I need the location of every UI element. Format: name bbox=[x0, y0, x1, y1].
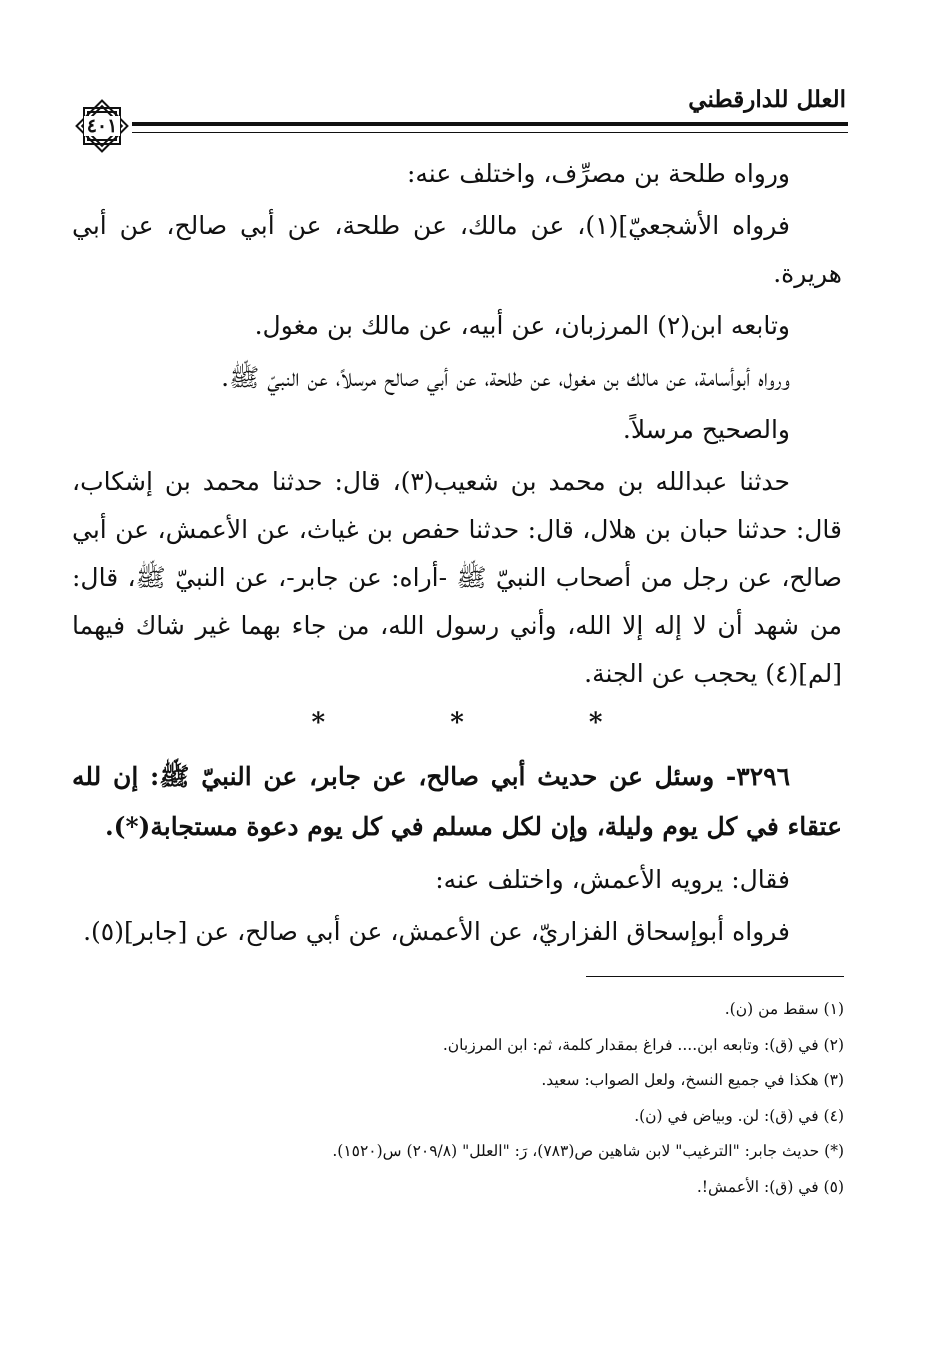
footnotes bbox=[80, 992, 844, 1205]
page-number: ٤٠١ bbox=[86, 115, 118, 137]
header-rule bbox=[132, 122, 848, 133]
footnote: (*) حديث جابر: "الترغيب" لابن شاهين ص(٧٨٣)، رَ: "العلل" (٢٠٩/٨) س(١٥٢٠). bbox=[332, 1142, 844, 1160]
hadith-entry-text: - وسئل عن حديث أبي صالح، عن جابر، عن النبيّ ﷺ: إن لله عتقاء في كل يوم وليلة، وإن لكل مسلم في كل يوم دعوة مستجابة(*). bbox=[72, 762, 842, 841]
hadith-number: ٣٢٩٦ bbox=[736, 762, 790, 791]
footnote: (٤) في (ق): لن. وبياض في (ن). bbox=[634, 1106, 844, 1125]
running-title: العلل للدارقطني bbox=[688, 86, 846, 113]
footnote: (٥) في (ق): الأعمش!. bbox=[696, 1177, 844, 1196]
footnote-separator bbox=[586, 976, 844, 977]
paragraph: حدثنا عبدالله بن محمد بن شعيب(٣)، قال: حدثنا محمد بن إشكاب، قال: حدثنا حبان بن هلال، قال: حدثنا حفص بن غياث، عن الأعمش، عن أبي صالح، عن رجل من أصحاب النبيّ ﷺ -أراه: عن جابر-، عن النبيّ ﷺ، قال: من شهد أن لا إله إلا الله، وأني رسول الله، من جاء بهما غير شاك فيهما [لم](٤) يحجب عن الجنة. bbox=[72, 467, 842, 688]
footnote: (١) سقط من (ن). bbox=[724, 1000, 844, 1018]
footnote: (٣) هكذا في جميع النسخ، ولعل الصواب: سعيد. bbox=[541, 1071, 844, 1089]
main-text bbox=[72, 150, 842, 960]
paragraph: فرواه الأشجعيّ](١)، عن مالك، عن طلحة، عن أبي صالح، عن أبي هريرة. bbox=[72, 211, 842, 288]
hadith-entry bbox=[72, 752, 842, 852]
paragraph: ورواه أبوأسامة، عن مالك بن مغول، عن طلحة، عن أبي صالح مرسلاً، عن النبيّ ﷺ. bbox=[221, 363, 790, 392]
footnote: (٢) في (ق): وتابعه ابن.... فراغ بمقدار كلمة، ثم: ابن المرزبان. bbox=[442, 1035, 844, 1054]
paragraph: فرواه أبوإسحاق الفزاريّ، عن الأعمش، عن أبي صالح، عن [جابر](٥). bbox=[83, 917, 790, 946]
paragraph: فقال: يرويه الأعمش، واختلف عنه: bbox=[435, 865, 790, 894]
paragraph: والصحيح مرسلاً. bbox=[622, 415, 790, 444]
page-number-badge bbox=[70, 94, 134, 158]
paragraph: ورواه طلحة بن مصرِّف، واختلف عنه: bbox=[406, 159, 790, 188]
section-separator: * * * bbox=[311, 708, 661, 738]
paragraph: وتابعه ابن(٢) المرزبان، عن أبيه، عن مالك بن مغول. bbox=[254, 311, 790, 340]
